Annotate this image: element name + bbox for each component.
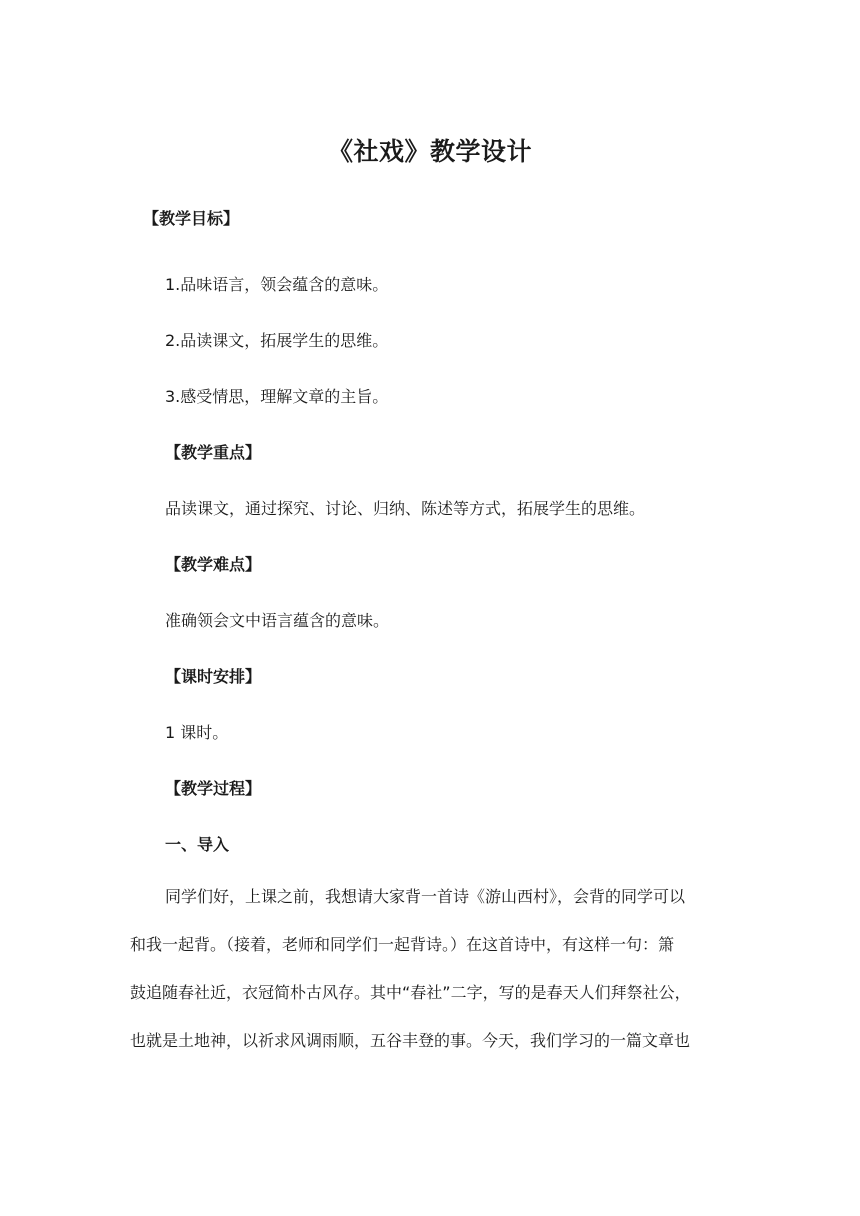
objective-item-2: 2.品读课文，拓展学生的思维。 (165, 331, 389, 350)
difficulties-heading: 【教学难点】 (165, 555, 262, 574)
difficulties-text: 准确领会文中语言蕴含的意味。 (165, 611, 390, 630)
paragraph-line: 鼓追随春社近，衣冠简朴古风存。其中“春社”二字，写的是春天人们拜祭社公， (130, 983, 691, 1002)
paragraph-line: 同学们好，上课之前，我想请大家背一首诗《游山西村》，会背的同学可以 (165, 887, 686, 906)
section1-paragraph (130, 873, 742, 1065)
document-title: 《社戏》教学设计 (327, 137, 532, 166)
objective-item-1: 1.品味语言，领会蕴含的意味。 (165, 275, 389, 294)
key-points-text: 品读课文，通过探究、讨论、归纳、陈述等方式，拓展学生的思维。 (165, 499, 646, 518)
schedule-heading: 【课时安排】 (165, 667, 262, 686)
objectives-heading: 【教学目标】 (143, 209, 240, 228)
key-points-heading: 【教学重点】 (165, 443, 262, 462)
process-heading: 【教学过程】 (165, 779, 262, 798)
objective-item-3: 3.感受情思，理解文章的主旨。 (165, 387, 389, 406)
schedule-text: 1 课时。 (165, 723, 229, 742)
section1-heading: 一、导入 (165, 835, 230, 854)
paragraph-line: 也就是土地神，以祈求风调雨顺，五谷丰登的事。今天，我们学习的一篇文章也 (130, 1031, 691, 1050)
paragraph-line: 和我一起背。（接着，老师和同学们一起背诗。）在这首诗中，有这样一句：箫 (130, 935, 675, 954)
